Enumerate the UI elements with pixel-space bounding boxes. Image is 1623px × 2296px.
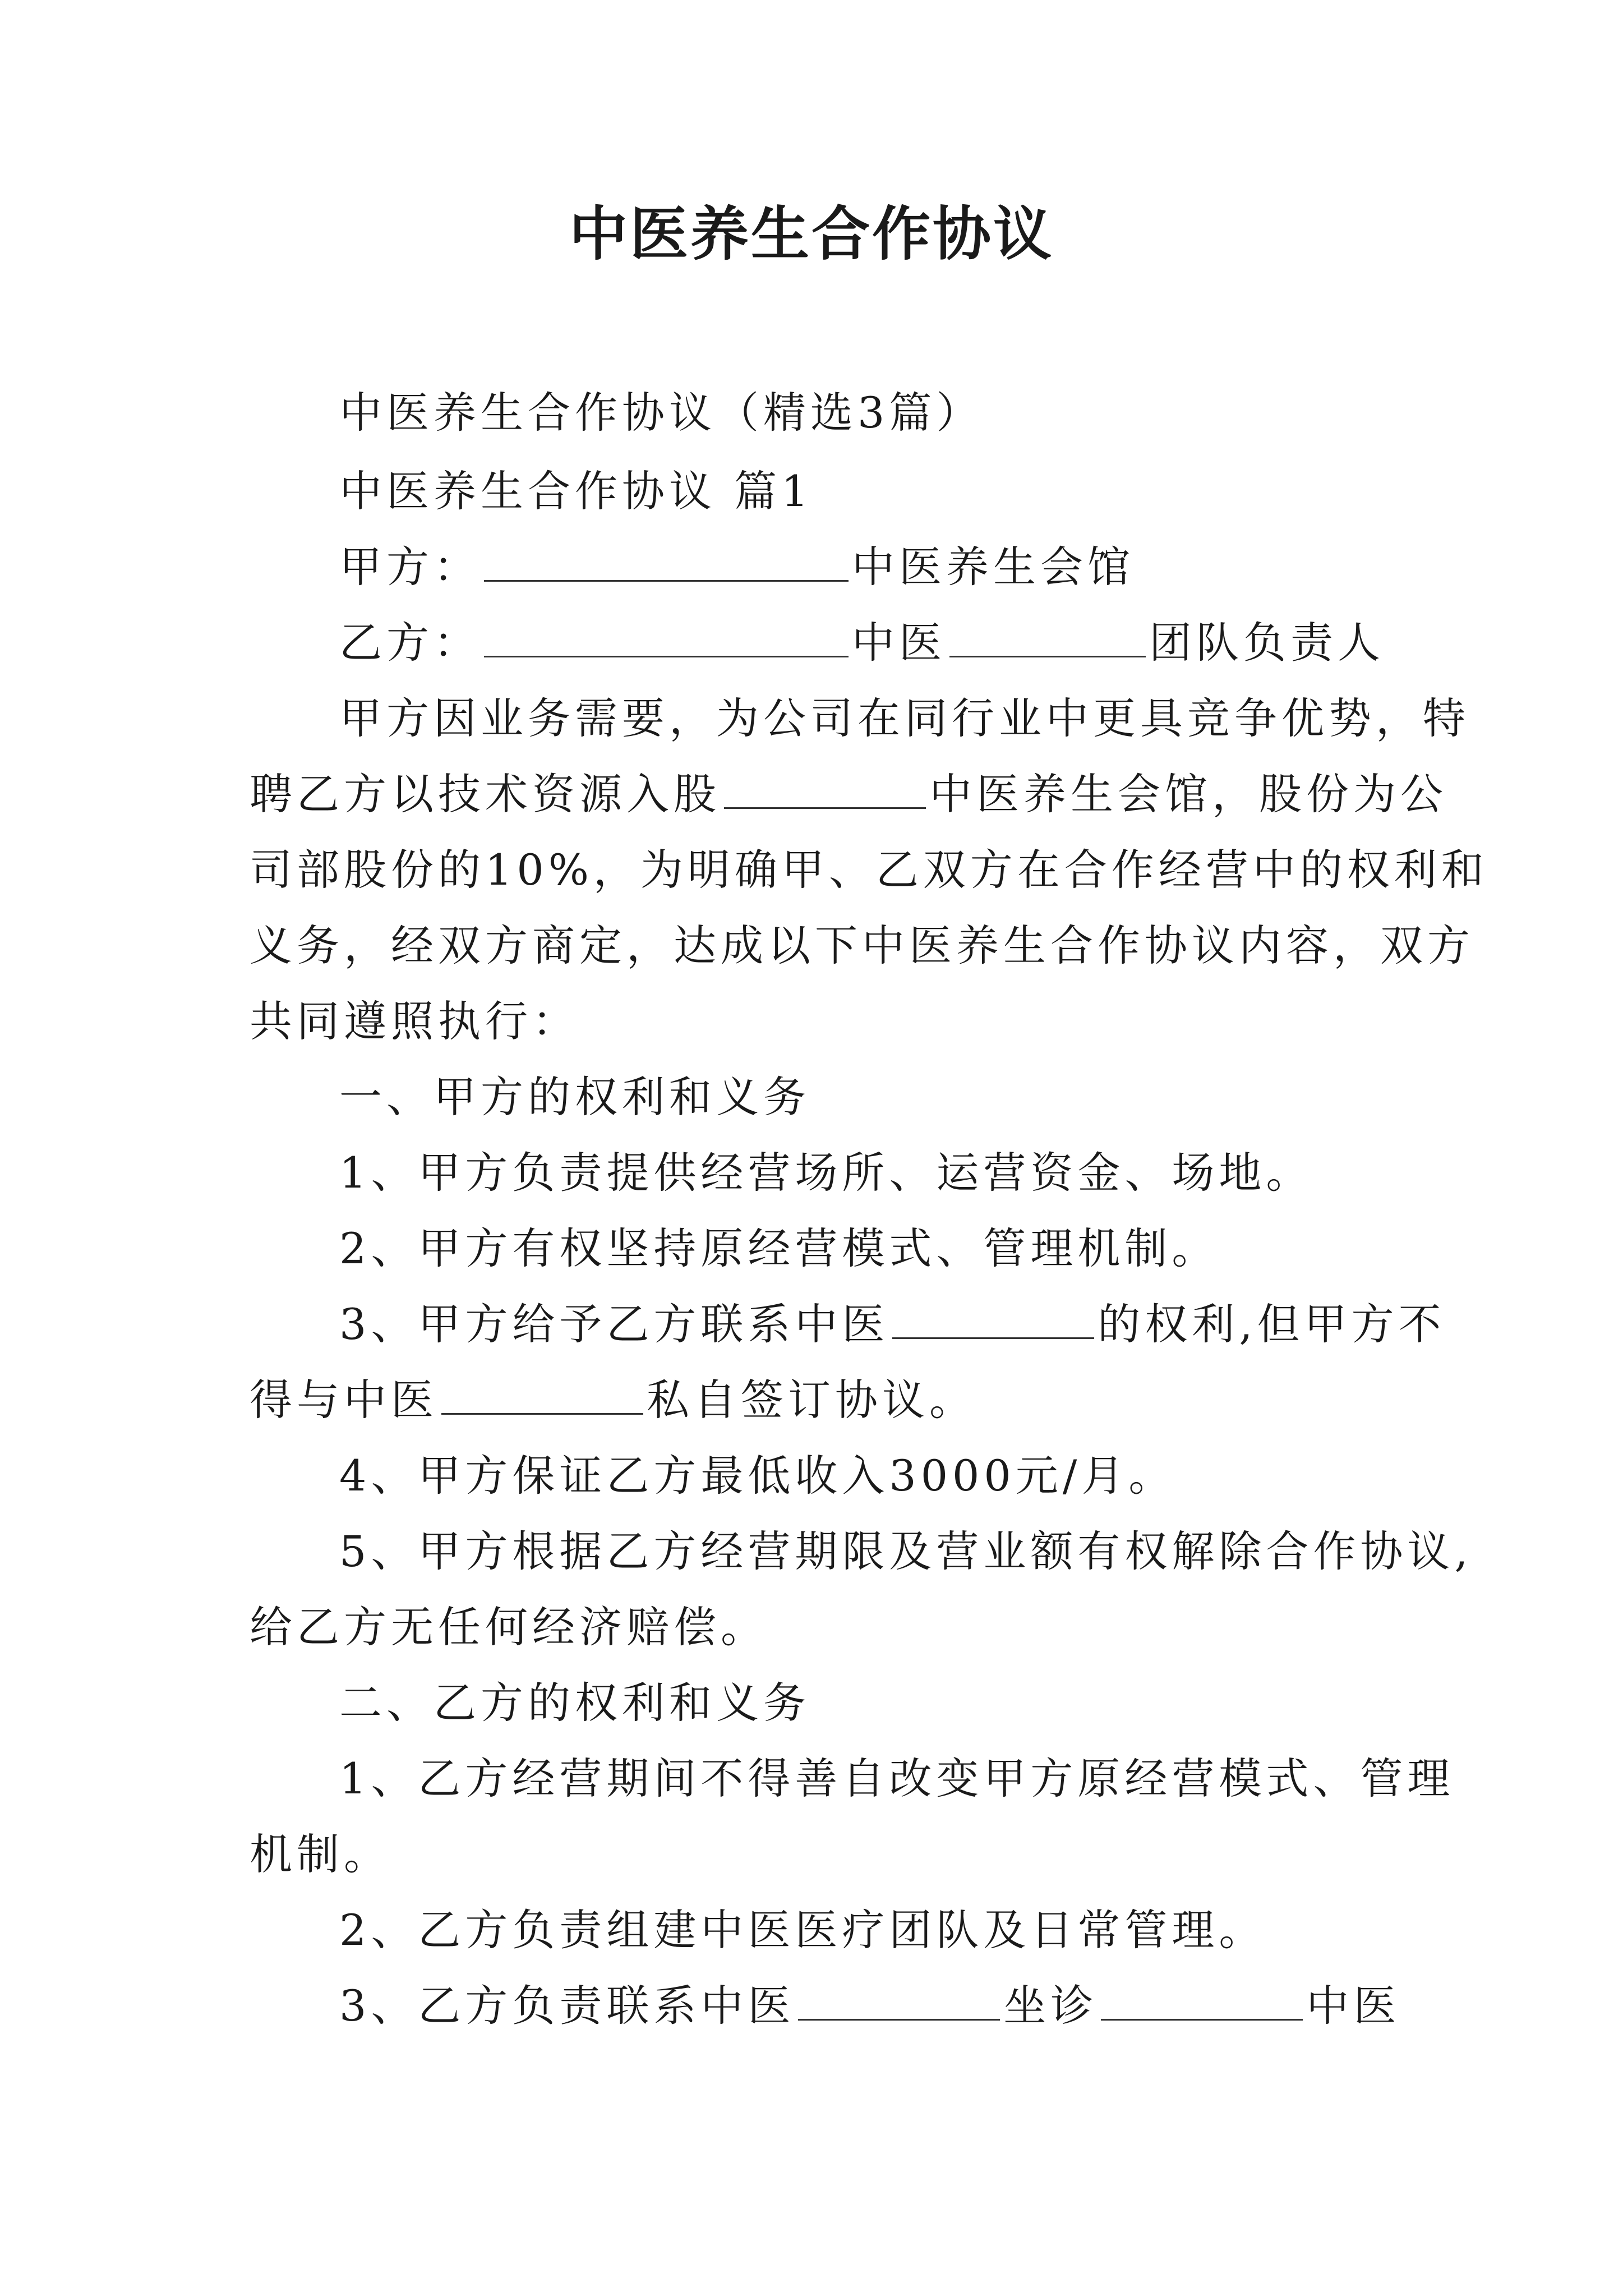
clause-line: 5、甲方根据乙方经营期限及营业额有权解除合作协议, [339, 1526, 1473, 1576]
clause-text: 得与中医 [250, 1375, 438, 1425]
clause-line: 给乙方无任何经济赔偿。 [250, 1602, 768, 1652]
clause-text: 坐诊 [1003, 1981, 1098, 2031]
clause-blank[interactable] [1101, 1984, 1303, 2021]
clause-text: 中医 [1306, 1981, 1401, 2031]
paragraph-line: 司部股份的10%，为明确甲、乙双方在合作经营中的权利和 [250, 845, 1488, 895]
clause-line: 1、乙方经营期间不得善自改变甲方原经营模式、管理 [339, 1754, 1455, 1803]
clause-blank[interactable] [892, 1303, 1094, 1339]
party-a-blank[interactable] [484, 545, 849, 582]
party-b-label: 乙方： [339, 618, 481, 668]
clause-line: 4、甲方保证乙方最低收入3000元/月。 [339, 1451, 1176, 1501]
clause-text: 3、甲方给予乙方联系中医 [339, 1299, 889, 1349]
party-a-name: 中医养生会馆 [852, 542, 1135, 592]
clause-line: 2、乙方负责组建中医医疗团队及日常管理。 [339, 1905, 1266, 1955]
party-b-text-2: 团队负责人 [1149, 618, 1385, 668]
party-b-doctor-blank[interactable] [949, 621, 1146, 657]
party-b-text-1: 中医 [852, 618, 946, 668]
clause-line: 机制。 [250, 1829, 391, 1879]
section-heading: 一、甲方的权利和义务 [339, 1072, 810, 1122]
clause-line [339, 1980, 1400, 2031]
clause-line [339, 1299, 1446, 1350]
subtitle-collection: 中医养生合作协议（精选3篇） [339, 388, 984, 438]
paragraph-line: 共同遵照执行： [250, 996, 579, 1046]
clause-line [250, 1374, 976, 1425]
clause-blank[interactable] [441, 1378, 643, 1415]
party-b-line [339, 617, 1385, 668]
paragraph-line [250, 769, 1447, 820]
party-a-line [339, 541, 1135, 592]
clause-text: 的权利,但甲方不 [1098, 1299, 1446, 1349]
clause-line: 1、甲方负责提供经营场所、运营资金、场地。 [339, 1148, 1313, 1198]
clause-line: 2、甲方有权坚持原经营模式、管理机制。 [339, 1223, 1219, 1273]
clause-text: 3、乙方负责联系中医 [339, 1981, 795, 2031]
clause-text: 私自签订协议。 [647, 1375, 976, 1425]
section-heading-part1: 中医养生合作协议 篇1 [339, 466, 813, 516]
section-heading: 二、乙方的权利和义务 [339, 1678, 810, 1728]
document-title: 中医养生合作协议 [569, 199, 1054, 268]
paragraph-line: 义务，经双方商定，达成以下中医养生合作协议内容，双方 [250, 921, 1474, 970]
paragraph-text: 聘乙方以技术资源入股 [250, 769, 721, 819]
paragraph-line: 甲方因业务需要，为公司在同行业中更具竞争优势，特 [339, 693, 1470, 743]
party-a-label: 甲方： [339, 542, 481, 592]
paragraph-text: 中医养生会馆，股份为公 [929, 769, 1447, 819]
shares-blank[interactable] [724, 772, 926, 809]
clause-blank[interactable] [798, 1984, 1000, 2021]
party-b-blank[interactable] [484, 621, 849, 657]
